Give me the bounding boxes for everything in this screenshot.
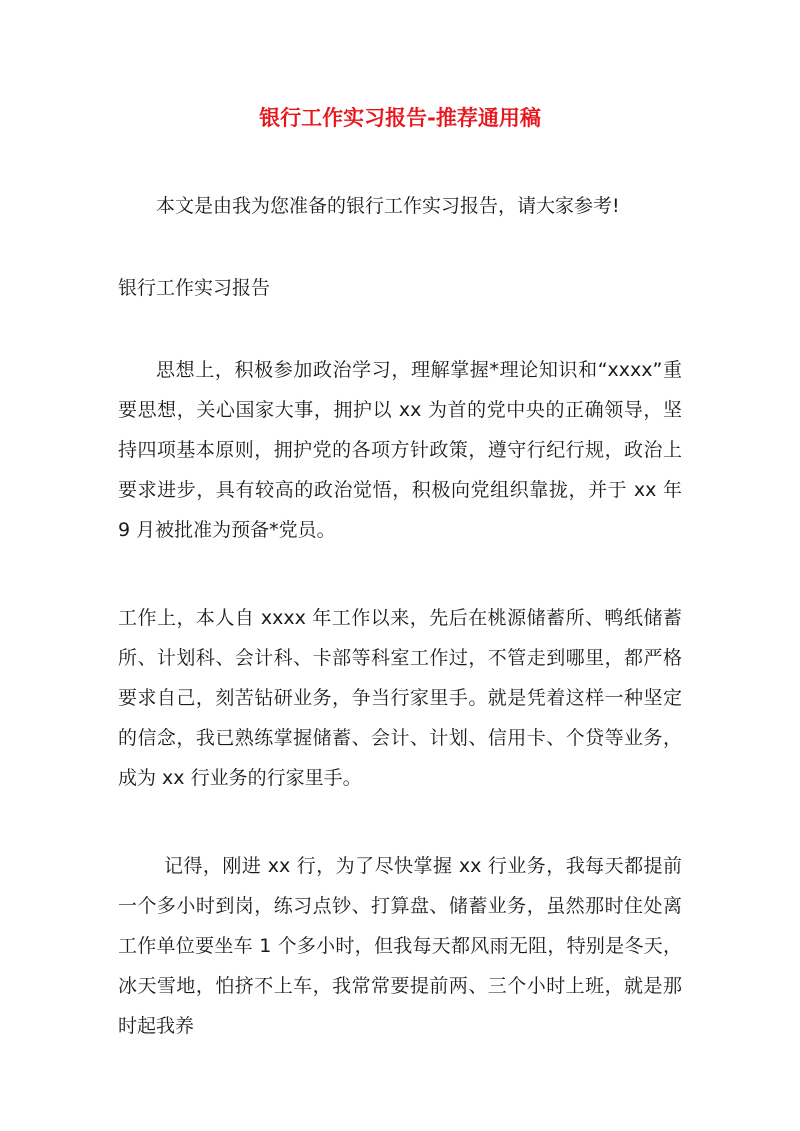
intro-paragraph: 本文是由我为您准备的银行工作实习报告，请大家参考!	[156, 195, 620, 217]
section-heading: 银行工作实习报告	[118, 277, 271, 299]
paragraph-ideology: 思想上，积极参加政治学习，理解掌握*理论知识和“xxxx”重要思想，关心国家大事，拥护以 xx 为首的党中央的正确领导，坚持四项基本原则，拥护党的各项方针政策，遵守行纪行规，政治上要求进步，具有较高的政治觉悟，积极向党组织靠拢，并于 xx 年 9 月被批准为预备*党员。	[118, 359, 682, 541]
document-title: 银行工作实习报告-推荐通用稿	[259, 106, 541, 130]
paragraph-memory: 记得，刚进 xx 行，为了尽快掌握 xx 行业务，我每天都提前一个多小时到岗，练习点钞、打算盘、储蓄业务，虽然那时住处离工作单位要坐车 1 个多小时，但我每天都风雨无阻，特别是冬天，冰天雪地，怕挤不上车，我常常要提前两、三个小时上班，就是那时起我养	[118, 855, 682, 1037]
paragraph-work: 工作上，本人自 xxxx 年工作以来，先后在桃源储蓄所、鸭纸储蓄所、计划科、会计科、卡部等科室工作过，不管走到哪里，都严格要求自己，刻苦钻研业务，争当行家里手。就是凭着这样一种坚定的信念，我已熟练掌握储蓄、会计、计划、信用卡、个贷等业务，成为 xx 行业务的行家里手。	[118, 607, 682, 789]
